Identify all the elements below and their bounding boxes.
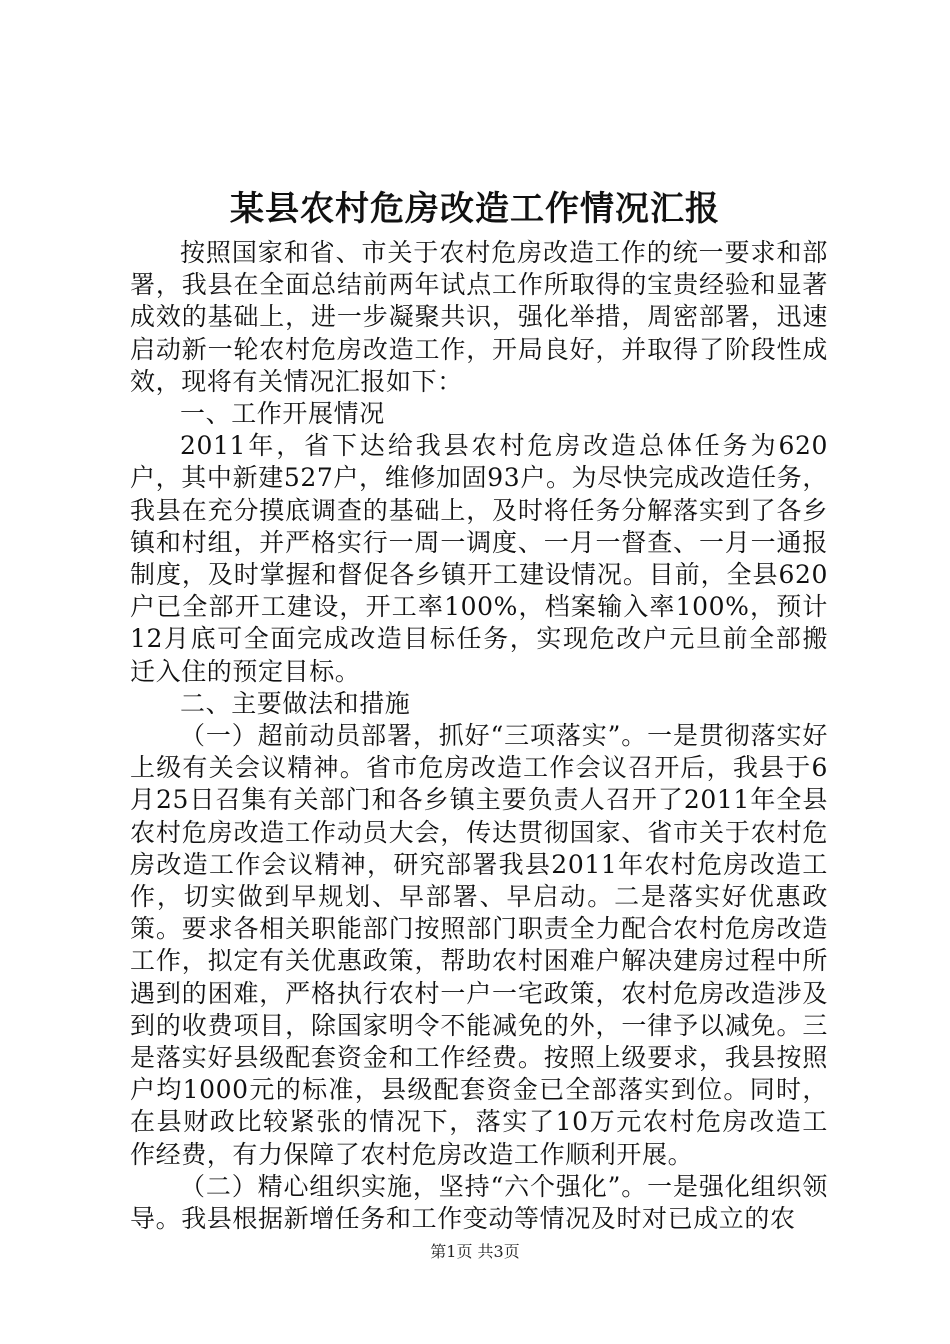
document-body <box>130 237 828 1235</box>
page-number-footer: 第1页 共3页 <box>430 1242 520 1261</box>
intro-paragraph: 按照国家和省、市关于农村危房改造工作的统一要求和部署，我县在全面总结前两年试点工作所取得的宝贵经验和显著成效的基础上，进一步凝聚共识，强化举措，周密部署，迅速启动新一轮农村危房改造工作，开局良好，并取得了阶段性成效，现将有关情况汇报如下： <box>130 238 828 396</box>
work-progress-paragraph: 2011年，省下达给我县农村危房改造总体任务为620户，其中新建527户，维修加固93户。为尽快完成改造任务，我县在充分摸底调查的基础上，及时将任务分解落实到了各乡镇和村组，并严格实行一周一调度、一月一督查、一月一通报制度，及时掌握和督促各乡镇开工建设情况。目前，全县620户已全部开工建设，开工率100%，档案输入率100%，预计12月底可全面完成改造目标任务，实现危改户元旦前全部搬迁入住的预定目标。 <box>130 431 828 686</box>
section-heading-measures: 二、主要做法和措施 <box>180 688 411 718</box>
measures-paragraph-1: （一）超前动员部署，抓好“三项落实”。一是贯彻落实好上级有关会议精神。省市危房改造工作会议召开后，我县于6月25日召集有关部门和各乡镇主要负责人召开了2011年全县农村危房改造工作动员大会，传达贯彻国家、省市关于农村危房改造工作会议精神，研究部署我县2011年农村危房改造工作，切实做到早规划、早部署、早启动。二是落实好优惠政策。要求各相关职能部门按照部门职责全力配合农村危房改造工作，拟定有关优惠政策，帮助农村困难户解决建房过程中所遇到的困难，严格执行农村一户一宅政策，农村危房改造涉及到的收费项目，除国家明令不能减免的外，一律予以减免。三是落实好县级配套资金和工作经费。按照上级要求，我县按照户均1000元的标准，县级配套资金已全部落实到位。同时，在县财政比较紧张的情况下，落实了10万元农村危房改造工作经费，有力保障了农村危房改造工作顺利开展。 <box>130 721 828 1169</box>
measures-paragraph-2: （二）精心组织实施，坚持“六个强化”。一是强化组织领导。我县根据新增任务和工作变动等情况及时对已成立的农 <box>130 1171 828 1234</box>
section-heading-work-progress: 一、工作开展情况 <box>180 399 385 429</box>
document-title: 某县农村危房改造工作情况汇报 <box>230 189 720 229</box>
